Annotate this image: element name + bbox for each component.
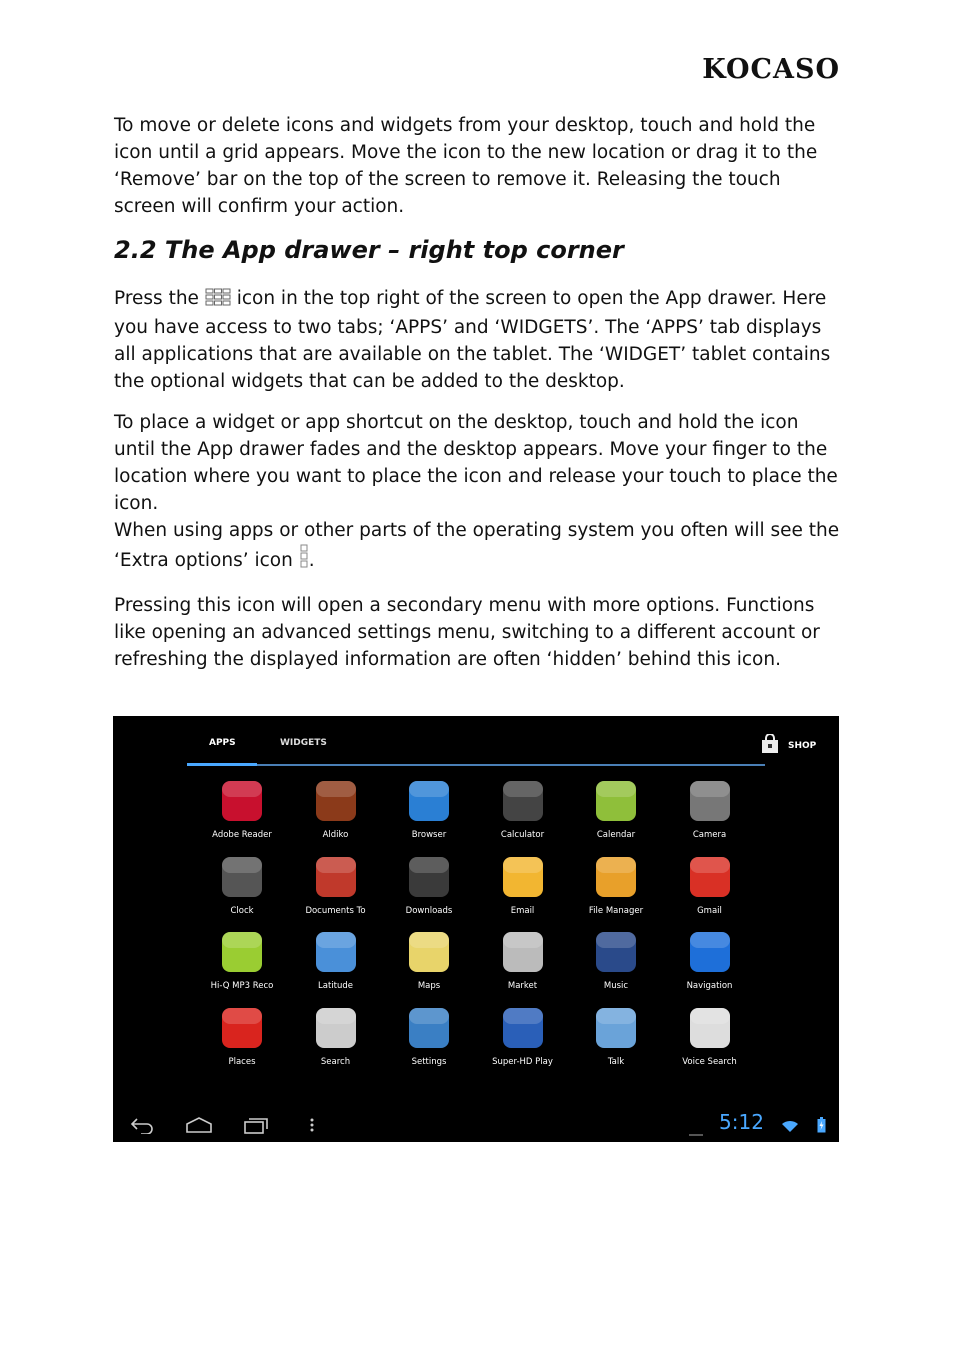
app-label: File Manager: [588, 905, 644, 916]
app-label: Super-HD Play: [492, 1056, 553, 1067]
battery-icon: [817, 1117, 826, 1137]
back-icon[interactable]: [129, 1116, 155, 1138]
paragraph-secondary-menu: Pressing this icon will open a secondary menu with more options. Functions like opening an advanced settings menu, switching to a different account or refreshing the displayed information are often ‘hidden’ behind this icon.: [114, 595, 820, 670]
app-label: Calculator: [500, 830, 545, 840]
recent-apps-icon[interactable]: [243, 1116, 269, 1138]
app-adobe-reader[interactable]: [195, 776, 289, 840]
market-icon: [498, 927, 548, 977]
gmail-icon: [685, 852, 735, 902]
app-camera[interactable]: [663, 776, 757, 840]
aldiko-icon: [311, 776, 361, 826]
tab-apps[interactable]: APPS: [209, 738, 236, 748]
app-label: Hi-Q MP3 Reco: [210, 981, 274, 991]
app-label: Voice Search: [682, 1056, 737, 1067]
app-latitude[interactable]: [289, 927, 383, 991]
app-label: Downloads: [405, 905, 453, 916]
home-icon[interactable]: [185, 1116, 213, 1138]
app-settings[interactable]: [382, 1003, 476, 1067]
navigation-icon: [685, 927, 735, 977]
active-tab-indicator: [187, 763, 257, 766]
app-label: Settings: [411, 1056, 447, 1067]
app-music[interactable]: [569, 927, 663, 991]
app-email[interactable]: [476, 852, 570, 916]
app-microphone[interactable]: [195, 927, 289, 991]
paragraph-place-widget: To place a widget or app shortcut on the desktop, touch and hold the icon until the App drawer fades and the desktop appears. Move your finger to the location where you want to place the icon and release your touch to place the icon. When using apps or other parts of the operating system you often will see the ‘Extra options’ icon .: [114, 409, 844, 576]
app-label: Navigation: [686, 981, 733, 991]
globe-icon: [404, 776, 454, 826]
status-clock: 5:12: [719, 1110, 764, 1134]
settings-icon: [404, 1003, 454, 1053]
app-label: Email: [510, 905, 535, 916]
app-calculator[interactable]: [476, 776, 570, 840]
microphone-icon: [217, 927, 267, 977]
documents-icon: [311, 852, 361, 902]
app-label: Music: [603, 981, 629, 991]
shopping-bag-icon: [760, 734, 780, 757]
app-label: Talk: [607, 1056, 625, 1067]
app-search[interactable]: [289, 1003, 383, 1067]
app-drawer-screenshot: [113, 716, 839, 1142]
app-folder[interactable]: [569, 852, 663, 916]
app-documents[interactable]: [289, 852, 383, 916]
app-video-player[interactable]: [476, 1003, 570, 1067]
app-gmail[interactable]: [663, 852, 757, 916]
app-label: Search: [320, 1056, 351, 1067]
paragraph-move-delete: To move or delete icons and widgets from your desktop, touch and hold the icon until a grid appears. Move the icon to the new location or drag it to the ‘Remove’ bar on the top of the screen to remove it. Releasing the touch screen will confirm your action.: [114, 115, 818, 217]
app-places[interactable]: [195, 1003, 289, 1067]
system-navbar: [113, 1108, 839, 1142]
app-drawer-grid-icon: [205, 287, 231, 314]
app-voice-search[interactable]: [663, 1003, 757, 1067]
email-icon: [498, 852, 548, 902]
notification-dash-icon[interactable]: [689, 1122, 703, 1141]
adobe-reader-icon: [217, 776, 267, 826]
maps-icon: [404, 927, 454, 977]
search-icon: [311, 1003, 361, 1053]
app-label: Gmail: [697, 905, 722, 916]
app-market[interactable]: [476, 927, 570, 991]
extra-options-icon: [299, 544, 309, 576]
wifi-icon: [781, 1118, 799, 1137]
app-label: Latitude: [318, 981, 353, 991]
camera-icon: [685, 776, 735, 826]
latitude-icon: [311, 927, 361, 977]
app-label: Clock: [230, 905, 254, 916]
app-navigation[interactable]: [663, 927, 757, 991]
section-heading: 2.2 The App drawer – right top corner: [114, 236, 624, 264]
app-label: Maps: [417, 981, 441, 991]
app-aldiko[interactable]: [289, 776, 383, 840]
app-label: Adobe Reader: [212, 830, 272, 840]
clock-icon: [217, 852, 267, 902]
app-download[interactable]: [382, 852, 476, 916]
shop-button[interactable]: SHOP: [760, 734, 816, 757]
download-icon: [404, 852, 454, 902]
kocaso-logo: KOCASO: [702, 54, 840, 85]
voice-search-icon: [685, 1003, 735, 1053]
music-icon: [591, 927, 641, 977]
app-label: Market: [507, 981, 538, 991]
app-talk[interactable]: [569, 1003, 663, 1067]
paragraph-app-drawer: Press the icon in the top right of the screen to open the App drawer. Here you have access to two tabs; ‘APPS’ and ‘WIDGETS’. The ‘APPS’ tab displays all applications that are available on the tablet. The ‘WIDGET’ tablet contains the optional widgets that can be added to the desktop.: [114, 288, 831, 392]
talk-icon: [591, 1003, 641, 1053]
menu-dots-icon[interactable]: [309, 1116, 315, 1138]
app-clock[interactable]: [195, 852, 289, 916]
app-label: Aldiko: [322, 830, 349, 840]
app-label: Camera: [692, 830, 727, 840]
app-drawer-tabs: [187, 716, 817, 766]
app-maps[interactable]: [382, 927, 476, 991]
folder-icon: [591, 852, 641, 902]
app-label: Browser: [411, 830, 447, 840]
calculator-icon: [498, 776, 548, 826]
app-calendar[interactable]: [569, 776, 663, 840]
video-player-icon: [498, 1003, 548, 1053]
calendar-icon: [591, 776, 641, 826]
app-label: Places: [228, 1056, 256, 1067]
places-icon: [217, 1003, 267, 1053]
tab-widgets[interactable]: WIDGETS: [280, 738, 327, 748]
app-label: Calendar: [596, 830, 636, 840]
app-label: Documents To: [305, 905, 366, 916]
app-globe[interactable]: [382, 776, 476, 840]
